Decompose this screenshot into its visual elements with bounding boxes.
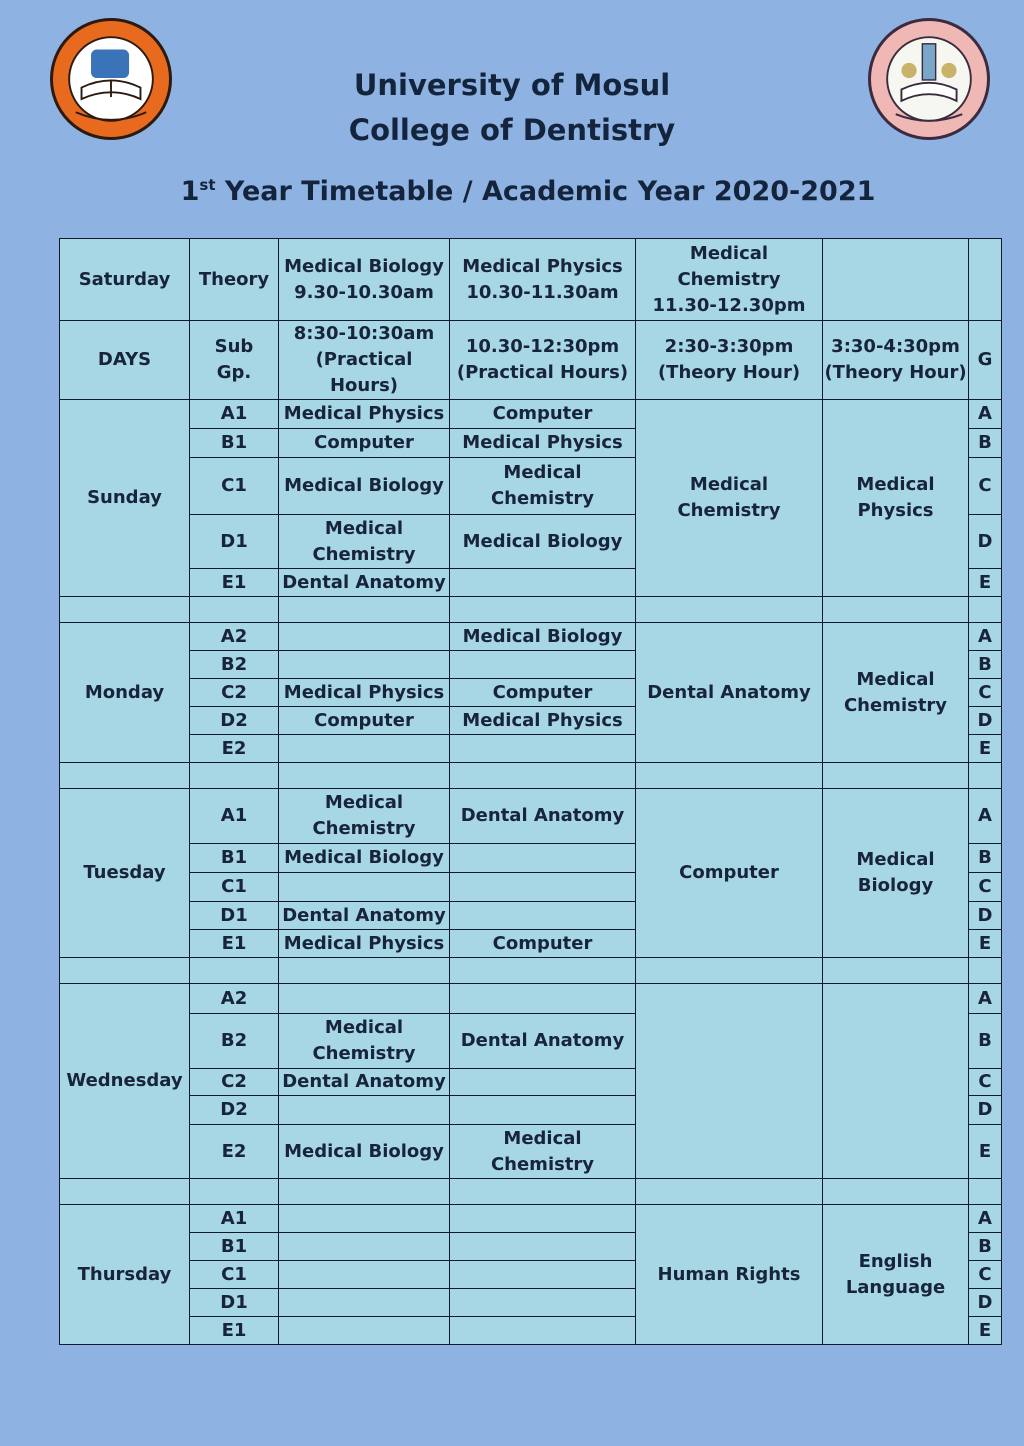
table-row xyxy=(60,763,1002,789)
cell-text-line: A xyxy=(978,403,992,424)
practical-1-cell xyxy=(279,515,450,569)
cell-text-line: D2 xyxy=(220,1099,248,1120)
sub-group-cell xyxy=(190,569,279,597)
cell-text-line: Chemistry xyxy=(312,543,416,565)
separator-cell xyxy=(450,763,636,789)
cell-text-line: Thursday xyxy=(77,1263,172,1285)
cell-text-line: Chemistry xyxy=(312,1043,416,1064)
table-row xyxy=(60,789,1002,844)
cell-text-line: Chemistry xyxy=(677,500,781,521)
practical-1-cell xyxy=(279,569,450,597)
theory-hour-1-header xyxy=(636,321,823,400)
cell-text-line: Medical Physics xyxy=(283,403,445,424)
separator-cell xyxy=(823,597,969,623)
cell-text-line: Dental Anatomy xyxy=(460,1030,625,1051)
sub-group-cell xyxy=(190,1069,279,1096)
cell-text-line: Theory xyxy=(198,268,270,290)
sub-group-cell xyxy=(190,515,279,569)
separator-cell xyxy=(190,597,279,623)
cell-text-line: 2:30-3:30pm xyxy=(664,336,794,357)
sub-group-column-header xyxy=(190,321,279,400)
cell-text-line: Medical Physics xyxy=(283,681,445,703)
separator-cell xyxy=(190,1179,279,1205)
practical-1-cell xyxy=(279,651,450,679)
separator-cell xyxy=(279,958,450,984)
cell-text-line: C2 xyxy=(221,681,247,703)
practical-2-cell xyxy=(450,707,636,735)
cell-text-line: C xyxy=(978,475,992,496)
practical-1-cell xyxy=(279,902,450,930)
cell-text-line: D xyxy=(977,530,993,552)
practical-1-cell xyxy=(279,1317,450,1345)
practical-2-cell xyxy=(450,1014,636,1069)
practical-2-cell xyxy=(450,873,636,902)
wednesday-theory-2 xyxy=(823,984,969,1179)
separator-cell xyxy=(823,763,969,789)
practical-2-cell xyxy=(450,515,636,569)
cell-text-line: A1 xyxy=(220,403,248,424)
cell-text-line: Chemistry xyxy=(677,268,781,290)
table-row xyxy=(60,958,1002,984)
cell-text-line: 11.30-12.30pm xyxy=(652,294,806,316)
practical-1-cell xyxy=(279,930,450,958)
cell-text-line: A xyxy=(978,1207,992,1229)
cell-text-line: (Practical Hours) xyxy=(315,349,413,396)
sub-group-cell xyxy=(190,984,279,1014)
cell-text-line: C1 xyxy=(221,1263,247,1285)
cell-text-line: B2 xyxy=(220,653,248,675)
cell-text-line: B1 xyxy=(220,432,248,453)
cell-text-line: Chemistry xyxy=(312,818,416,839)
table-row xyxy=(60,321,1002,400)
sub-group-cell xyxy=(190,1233,279,1261)
cell-text-line: 10.30-11.30am xyxy=(466,281,619,303)
group-cell xyxy=(969,1069,1002,1096)
cell-text-line: Dental Anatomy xyxy=(647,681,811,703)
cell-text-line: Wednesday xyxy=(66,1070,183,1091)
practical-1-cell xyxy=(279,1205,450,1233)
group-cell xyxy=(969,930,1002,958)
saturday-header xyxy=(60,239,190,321)
thursday-label xyxy=(60,1205,190,1345)
thursday-theory-1 xyxy=(636,1205,823,1345)
group-cell xyxy=(969,1317,1002,1345)
cell-text-line: C xyxy=(978,876,992,897)
cell-text-line: A1 xyxy=(220,805,248,826)
thursday-theory-2 xyxy=(823,1205,969,1345)
group-cell xyxy=(969,873,1002,902)
practical-1-cell xyxy=(279,984,450,1014)
practical-1-cell xyxy=(279,789,450,844)
practical-1-cell xyxy=(279,1125,450,1179)
cell-text-line: Medical Physics xyxy=(462,255,623,277)
sunday-theory-1 xyxy=(636,400,823,597)
cell-text-line: A xyxy=(978,987,992,1009)
group-cell xyxy=(969,429,1002,458)
group-cell xyxy=(969,458,1002,515)
sub-group-cell xyxy=(190,1289,279,1317)
cell-text-line: B xyxy=(978,653,992,675)
group-cell xyxy=(969,651,1002,679)
cell-text-line: D xyxy=(977,904,993,926)
group-cell xyxy=(969,984,1002,1014)
monday-theory-1 xyxy=(636,623,823,763)
cell-text-line: C1 xyxy=(221,475,247,496)
practical-1-cell xyxy=(279,707,450,735)
cell-text-line: Language xyxy=(845,1276,946,1298)
practical-1-cell xyxy=(279,844,450,873)
separator-cell xyxy=(969,958,1002,984)
cell-text-line: B1 xyxy=(220,1235,248,1257)
cell-text-line: Medical Biology xyxy=(284,847,444,868)
practical-2-cell xyxy=(450,1317,636,1345)
practical-2-cell xyxy=(450,930,636,958)
cell-text-line: Saturday xyxy=(78,268,171,290)
cell-text-line: Medical Physics xyxy=(462,709,623,731)
separator-cell xyxy=(190,958,279,984)
sub-group-cell xyxy=(190,707,279,735)
cell-text-line: E xyxy=(978,737,992,759)
group-cell xyxy=(969,623,1002,651)
practical-1-cell xyxy=(279,400,450,429)
separator-cell xyxy=(636,958,823,984)
sub-group-cell xyxy=(190,651,279,679)
cell-text-line: E1 xyxy=(221,1319,247,1341)
practical-2-cell xyxy=(450,1289,636,1317)
cell-text-line: E1 xyxy=(221,571,247,593)
practical-1-cell xyxy=(279,679,450,707)
table-row xyxy=(60,1205,1002,1233)
sub-group-cell xyxy=(190,679,279,707)
group-cell xyxy=(969,515,1002,569)
separator-cell xyxy=(636,763,823,789)
cell-text-line: B xyxy=(978,1235,992,1257)
group-cell xyxy=(969,1233,1002,1261)
separator-cell xyxy=(450,958,636,984)
cell-text-line: B2 xyxy=(220,1030,248,1051)
practical-1-cell xyxy=(279,458,450,515)
cell-text-line: Computer xyxy=(314,432,414,453)
practical-1-cell xyxy=(279,735,450,763)
practical-1-cell xyxy=(279,1289,450,1317)
cell-text-line: E2 xyxy=(221,737,247,759)
cell-text-line: Medical Biology xyxy=(462,530,623,552)
practical-2-cell xyxy=(450,1125,636,1179)
practical-2-cell xyxy=(450,902,636,930)
cell-text-line: (Theory Hour) xyxy=(824,362,967,383)
cell-text-line: C xyxy=(978,1071,992,1092)
cell-text-line: 8:30-10:30am xyxy=(293,323,435,344)
saturday-slot-1 xyxy=(279,239,450,321)
cell-text-line: Computer xyxy=(492,403,593,424)
group-cell xyxy=(969,1125,1002,1179)
cell-text-line: Medical Biology xyxy=(284,1140,444,1162)
cell-text-line: Biology xyxy=(857,875,934,896)
sub-group-cell xyxy=(190,1014,279,1069)
group-cell xyxy=(969,1014,1002,1069)
group-cell xyxy=(969,679,1002,707)
separator-cell xyxy=(190,763,279,789)
practical-2-cell xyxy=(450,458,636,515)
cell-text-line: (Theory Hour) xyxy=(657,362,801,383)
sub-group-cell xyxy=(190,1317,279,1345)
cell-text-line: Sunday xyxy=(87,487,162,508)
separator-cell xyxy=(60,958,190,984)
practical-1-cell xyxy=(279,429,450,458)
cell-text-line: Dental Anatomy xyxy=(282,571,446,593)
cell-text-line: Medical xyxy=(324,792,404,813)
group-cell xyxy=(969,789,1002,844)
practical-2-cell xyxy=(450,569,636,597)
cell-text-line: Medical xyxy=(324,1017,404,1038)
group-cell xyxy=(969,1096,1002,1125)
cell-text-line: A2 xyxy=(220,625,248,647)
cell-text-line: A1 xyxy=(220,1207,248,1229)
cell-text-line: 3:30-4:30pm xyxy=(831,336,960,357)
group-cell xyxy=(969,400,1002,429)
group-cell xyxy=(969,707,1002,735)
separator-cell xyxy=(279,1179,450,1205)
cell-text-line: A2 xyxy=(220,987,248,1009)
group-column-header xyxy=(969,321,1002,400)
practical-2-cell xyxy=(450,844,636,873)
cell-text-line: D1 xyxy=(220,904,248,926)
separator-cell xyxy=(60,597,190,623)
cell-text-line: D xyxy=(977,1099,993,1120)
practical-hours-2-header xyxy=(450,321,636,400)
practical-2-cell xyxy=(450,1205,636,1233)
practical-1-cell xyxy=(279,873,450,902)
cell-text-line: Sub xyxy=(214,336,254,357)
cell-text-line: B xyxy=(978,432,992,453)
cell-text-line: D1 xyxy=(220,530,248,552)
table-row xyxy=(60,597,1002,623)
cell-text-line: Computer xyxy=(492,932,593,954)
sub-group-cell xyxy=(190,400,279,429)
sub-group-cell xyxy=(190,429,279,458)
separator-cell xyxy=(279,763,450,789)
sub-group-cell xyxy=(190,458,279,515)
cell-text-line: Medical xyxy=(503,462,582,483)
sub-group-cell xyxy=(190,1125,279,1179)
separator-cell xyxy=(969,763,1002,789)
sub-group-cell xyxy=(190,1261,279,1289)
cell-text-line: 10.30-12:30pm xyxy=(465,336,620,357)
practical-1-cell xyxy=(279,623,450,651)
cell-text-line: Gp. xyxy=(216,362,252,383)
wednesday-theory-1 xyxy=(636,984,823,1179)
cell-text-line: D2 xyxy=(220,709,248,731)
cell-text-line: Medical xyxy=(856,849,935,870)
cell-text-line: Dental Anatomy xyxy=(460,805,625,826)
group-cell xyxy=(969,1261,1002,1289)
practical-2-cell xyxy=(450,623,636,651)
separator-cell xyxy=(450,1179,636,1205)
cell-text-line: E xyxy=(978,571,992,593)
college-name: College of Dentistry xyxy=(348,113,676,147)
practical-hours-1-header xyxy=(279,321,450,400)
cell-text-line: E xyxy=(978,1140,992,1162)
cell-text-line: A xyxy=(978,805,992,826)
table-row xyxy=(60,623,1002,651)
timetable-title: 1st Year Timetable / Academic Year 2020-2021 xyxy=(180,176,876,207)
separator-cell xyxy=(969,597,1002,623)
tuesday-theory-2 xyxy=(823,789,969,958)
practical-1-cell xyxy=(279,1069,450,1096)
practical-2-cell xyxy=(450,735,636,763)
cell-text-line: B1 xyxy=(220,847,248,868)
cell-text-line: Chemistry xyxy=(490,1153,595,1175)
practical-1-cell xyxy=(279,1014,450,1069)
separator-cell xyxy=(823,1179,969,1205)
practical-1-cell xyxy=(279,1261,450,1289)
group-cell xyxy=(969,902,1002,930)
cell-text-line: Medical Biology xyxy=(462,625,623,647)
cell-text-line: D xyxy=(977,1291,993,1313)
practical-1-cell xyxy=(279,1096,450,1125)
separator-cell xyxy=(636,1179,823,1205)
group-cell xyxy=(969,569,1002,597)
table-row xyxy=(60,400,1002,429)
theory-header xyxy=(190,239,279,321)
practical-2-cell xyxy=(450,1233,636,1261)
cell-text-line: C xyxy=(978,1263,992,1285)
cell-text-line: Medical xyxy=(324,517,404,539)
cell-text-line: English xyxy=(858,1250,933,1272)
timetable xyxy=(59,238,1002,1345)
cell-text-line: Human Rights xyxy=(657,1263,801,1285)
separator-cell xyxy=(823,958,969,984)
cell-text-line: E1 xyxy=(221,932,247,954)
cell-text-line: Tuesday xyxy=(83,862,166,883)
cell-text-line: Monday xyxy=(84,681,165,703)
monday-label xyxy=(60,623,190,763)
cell-text-line: D1 xyxy=(220,1291,248,1313)
cell-text-line: Medical Biology xyxy=(284,255,444,277)
tuesday-theory-1 xyxy=(636,789,823,958)
group-cell xyxy=(969,735,1002,763)
table-row xyxy=(60,239,1002,321)
cell-text-line: Medical xyxy=(856,474,935,495)
cell-text-line: B xyxy=(978,847,992,868)
practical-2-cell xyxy=(450,651,636,679)
sub-group-cell xyxy=(190,844,279,873)
theory-hour-2-header xyxy=(823,321,969,400)
cell-text-line: Medical Biology xyxy=(284,475,444,496)
cell-text-line: E xyxy=(978,1319,992,1341)
practical-2-cell xyxy=(450,429,636,458)
sub-group-cell xyxy=(190,873,279,902)
sub-group-cell xyxy=(190,930,279,958)
cell-text-line: Computer xyxy=(314,709,414,731)
separator-cell xyxy=(450,597,636,623)
separator-cell xyxy=(279,597,450,623)
table-row xyxy=(60,1179,1002,1205)
cell-text-line: B xyxy=(978,1030,992,1051)
practical-2-cell xyxy=(450,1261,636,1289)
saturday-slot-2 xyxy=(450,239,636,321)
sub-group-cell xyxy=(190,1096,279,1125)
sub-group-cell xyxy=(190,902,279,930)
cell-text-line: Medical xyxy=(689,242,769,264)
group-cell xyxy=(969,1205,1002,1233)
cell-text-line: D xyxy=(977,709,993,731)
practical-2-cell xyxy=(450,1096,636,1125)
group-cell xyxy=(969,844,1002,873)
cell-text-line: Chemistry xyxy=(490,488,595,509)
sub-group-cell xyxy=(190,789,279,844)
cell-text-line: C2 xyxy=(221,1071,247,1092)
cell-text-line: (Practical Hours) xyxy=(456,362,629,383)
cell-text-line: C1 xyxy=(221,876,247,897)
group-cell xyxy=(969,1289,1002,1317)
cell-text-line: Chemistry xyxy=(843,694,948,716)
days-column-header xyxy=(60,321,190,400)
wednesday-label xyxy=(60,984,190,1179)
separator-cell xyxy=(969,1179,1002,1205)
practical-2-cell xyxy=(450,1069,636,1096)
sunday-label xyxy=(60,400,190,597)
cell-text-line: G xyxy=(977,349,993,370)
table-row xyxy=(60,984,1002,1014)
practical-2-cell xyxy=(450,400,636,429)
cell-text-line: C xyxy=(978,681,992,703)
saturday-slot-3 xyxy=(636,239,823,321)
cell-text-line: Medical xyxy=(503,1127,582,1149)
cell-text-line: Dental Anatomy xyxy=(282,1071,446,1092)
cell-text-line: DAYS xyxy=(97,349,152,370)
cell-text-line: Medical Physics xyxy=(283,932,445,954)
sub-group-cell xyxy=(190,623,279,651)
saturday-group-cell xyxy=(969,239,1002,321)
separator-cell xyxy=(636,597,823,623)
separator-cell xyxy=(60,1179,190,1205)
cell-text-line: Dental Anatomy xyxy=(282,904,446,926)
monday-theory-2 xyxy=(823,623,969,763)
cell-text-line: Medical xyxy=(856,668,935,690)
cell-text-line: Computer xyxy=(492,681,593,703)
sunday-theory-2 xyxy=(823,400,969,597)
university-name: University of Mosul xyxy=(353,68,671,102)
tuesday-label xyxy=(60,789,190,958)
sub-group-cell xyxy=(190,735,279,763)
cell-text-line: A xyxy=(978,625,992,647)
separator-cell xyxy=(60,763,190,789)
cell-text-line: Medical xyxy=(689,474,769,495)
sub-group-cell xyxy=(190,1205,279,1233)
cell-text-line: E2 xyxy=(221,1140,247,1162)
saturday-slot-4 xyxy=(823,239,969,321)
cell-text-line: E xyxy=(978,932,992,954)
practical-2-cell xyxy=(450,679,636,707)
practical-2-cell xyxy=(450,984,636,1014)
cell-text-line: 9.30-10.30am xyxy=(294,281,434,303)
practical-1-cell xyxy=(279,1233,450,1261)
practical-2-cell xyxy=(450,789,636,844)
cell-text-line: Physics xyxy=(857,500,934,521)
cell-text-line: Medical Physics xyxy=(462,432,623,453)
cell-text-line: Computer xyxy=(679,862,779,883)
